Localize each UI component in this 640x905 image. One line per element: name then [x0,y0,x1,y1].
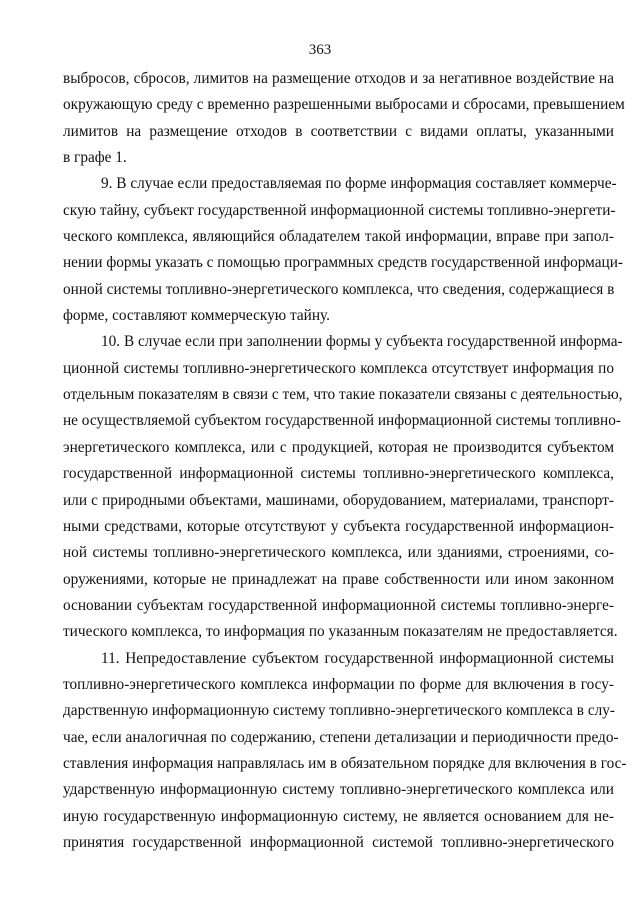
text-line: дарственную информационную систему топливно-энергетического комплекса в слу- [63,702,615,720]
text-line: чае, если аналогичная по содержанию, степени детализации и периодичности предо- [63,728,619,746]
paragraph-p10 [63,329,623,645]
paragraph-p11 [63,646,627,857]
text-line: нении формы указать с помощью программных средств государственной информаци- [63,254,624,272]
text-line: топливно-энергетического комплекса информации по форме для включения в госу- [63,675,614,693]
text-line: или с природными объектами, машинами, оборудованием, материалами, транспорт- [63,491,614,509]
text-line: тического комплекса, то информация по указанным показателям не предоставляется. [63,623,618,641]
text-line: энергетического комплекса, или с продукцией, которая не производится субъектом [63,438,614,456]
text-line: в графе 1. [63,149,127,167]
page-number: 363 [308,42,332,58]
text-line: ставления информация направлялась им в обязательном порядке для включения в гос- [63,754,627,772]
text-line: иную государственную информационную систему, не является основанием для не- [63,807,614,825]
text-line: выбросов, сбросов, лимитов на размещение отходов и за негативное воздействие на [63,70,614,87]
text-line: 10. В случае если при заполнении формы у субъекта государственной информа- [101,333,623,351]
text-line: окружающую среду с временно разрешенными выбросами и сбросами, превышением [63,96,625,114]
body-text [63,66,627,856]
text-line: скую тайну, субъект государственной информационной системы топливно-энергети- [63,201,616,219]
text-line: ческого комплекса, являющийся обладателем такой информации, вправе при запол- [63,228,614,246]
text-line: основании субъектам государственной информационной системы топливно-энерге- [63,596,614,614]
text-line: отдельным показателям в связи с тем, что такие показатели связаны с деятельностью, [63,386,623,404]
text-line: ными средствами, которые отсутствуют у субъекта государственной информацион- [63,517,614,535]
text-line: оружениями, которые не принадлежат на праве собственности или ином законном [63,570,614,588]
text-line: ной системы топливно-энергетического комплекса, или зданиями, строениями, со- [63,544,614,562]
text-line: онной системы топливно-энергетического комплекса, что сведения, содержащиеся в [63,280,615,298]
text-line: 11. Непредоставление субъектом государственной информационной системы [101,649,614,667]
text-line: ционной системы топливно-энергетического комплекса отсутствует информация по [63,359,614,377]
text-line: ударственную информационную систему топливно-энергетического комплекса или [63,781,614,799]
text-line: форме, составляют коммерческую тайну. [63,307,330,325]
text-line: 9. В случае если предоставляемая по форме информация составляет коммерче- [101,175,617,193]
text-line: государственной информационной системы топливно-энергетического комплекса, [63,465,614,483]
text-line: не осуществляемой субъектом государственной информационной системы топливно- [63,412,621,430]
paragraph-p8-cont [63,66,625,171]
text-line: лимитов на размещение отходов в соответствии с видами оплаты, указанными [63,122,614,140]
paragraph-p9 [63,171,624,329]
text-line: принятия государственной информационной системой топливно-энергетического [63,833,614,851]
